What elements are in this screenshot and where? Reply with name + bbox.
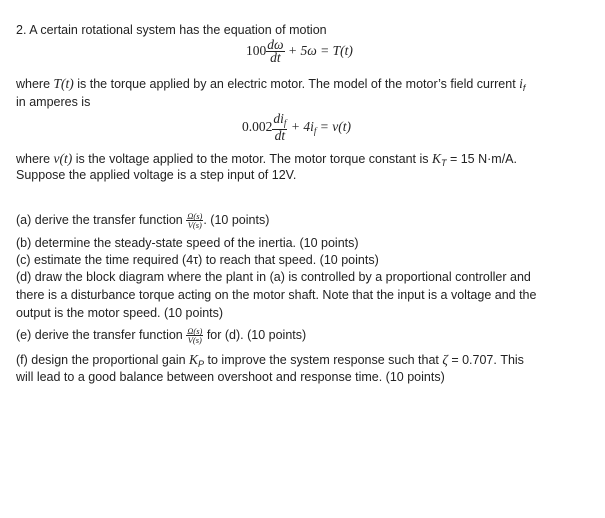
item-e-post: for (d). (10 points) — [203, 327, 307, 342]
voltage-symbol: v(t) — [53, 151, 73, 166]
item-a-pre: (a) derive the transfer function — [16, 212, 187, 227]
item-c: (c) estimate the time required (4τ) to reach that speed. (10 points) — [16, 253, 379, 267]
item-e-pre: (e) derive the transfer function — [16, 327, 187, 342]
eq2-rest-a: + 4i — [290, 118, 314, 134]
torque-line-a: where — [16, 77, 54, 91]
voltage-line-c: = 15 N·m/A. — [446, 152, 517, 166]
equation-of-motion — [246, 39, 353, 64]
item-a-tf-den: V(s) — [187, 220, 202, 230]
item-a — [16, 212, 269, 229]
voltage-line-a: where — [16, 152, 54, 166]
proportional-gain-symbol: K — [189, 352, 199, 367]
torque-constant-symbol: K — [431, 151, 441, 166]
item-b: (b) determine the steady-state speed of the inertia. (10 points) — [16, 236, 359, 250]
item-f-line-2: will lead to a good balance between overshoot and response time. (10 points) — [16, 370, 445, 384]
item-d-line-1: (d) draw the block diagram where the plant in (a) is controlled by a proportional controller and — [16, 270, 531, 284]
eq2-derivative-den: dt — [274, 128, 286, 143]
eq2-coefficient: 0.002 — [242, 118, 273, 134]
item-a-tf-num: Ω(s) — [187, 211, 203, 221]
item-f-c: = 0.707. This — [447, 353, 524, 367]
item-a-post: . (10 points) — [203, 212, 270, 227]
step-input-line: Suppose the applied voltage is a step input of 12V. — [16, 168, 297, 182]
torque-symbol: T(t) — [53, 76, 74, 91]
item-f-a: (f) design the proportional gain — [16, 353, 190, 367]
item-a-transfer-function — [186, 212, 203, 229]
eq2-num-main: di — [273, 111, 284, 126]
eq1-coefficient: 100 — [246, 42, 267, 58]
item-e — [16, 327, 306, 344]
eq2-num-sub: f — [283, 118, 287, 128]
eq1-rest: + 5ω = T(t) — [288, 42, 353, 58]
field-current-equation — [242, 113, 351, 142]
item-d-line-3: output is the motor speed. (10 points) — [16, 306, 224, 320]
damping-ratio-symbol: ζ — [442, 352, 448, 367]
proportional-gain-subscript: P — [198, 359, 205, 369]
field-current-subscript: f — [522, 83, 526, 93]
amperes-line: in amperes is — [16, 95, 91, 109]
eq1-derivative-num: dω — [267, 37, 284, 52]
torque-constant-subscript: T — [440, 158, 447, 168]
torque-line-b: is the torque applied by an electric motor. The model of the motor’s field current — [73, 77, 520, 91]
eq2-rest — [291, 119, 351, 134]
field-current-symbol: i — [519, 76, 523, 91]
eq2-derivative — [272, 113, 287, 142]
torque-line — [16, 76, 525, 96]
eq2-rest-sub: f — [313, 125, 317, 136]
item-e-tf-num: Ω(s) — [187, 326, 203, 336]
item-f-line-1 — [16, 352, 524, 372]
voltage-line-b: is the voltage applied to the motor. The motor torque constant is — [72, 152, 432, 166]
item-e-transfer-function — [186, 327, 203, 344]
eq1-derivative — [266, 39, 284, 64]
item-f-b: to improve the system response such that — [204, 353, 443, 367]
eq2-rest-b: = v(t) — [316, 118, 351, 134]
item-e-tf-den: V(s) — [187, 335, 202, 345]
problem-intro: 2. A certain rotational system has the equation of motion — [16, 23, 327, 37]
eq1-derivative-den: dt — [270, 50, 281, 65]
item-d-line-2: there is a disturbance torque acting on the motor shaft. Note that the input is a voltage and the — [16, 288, 537, 302]
